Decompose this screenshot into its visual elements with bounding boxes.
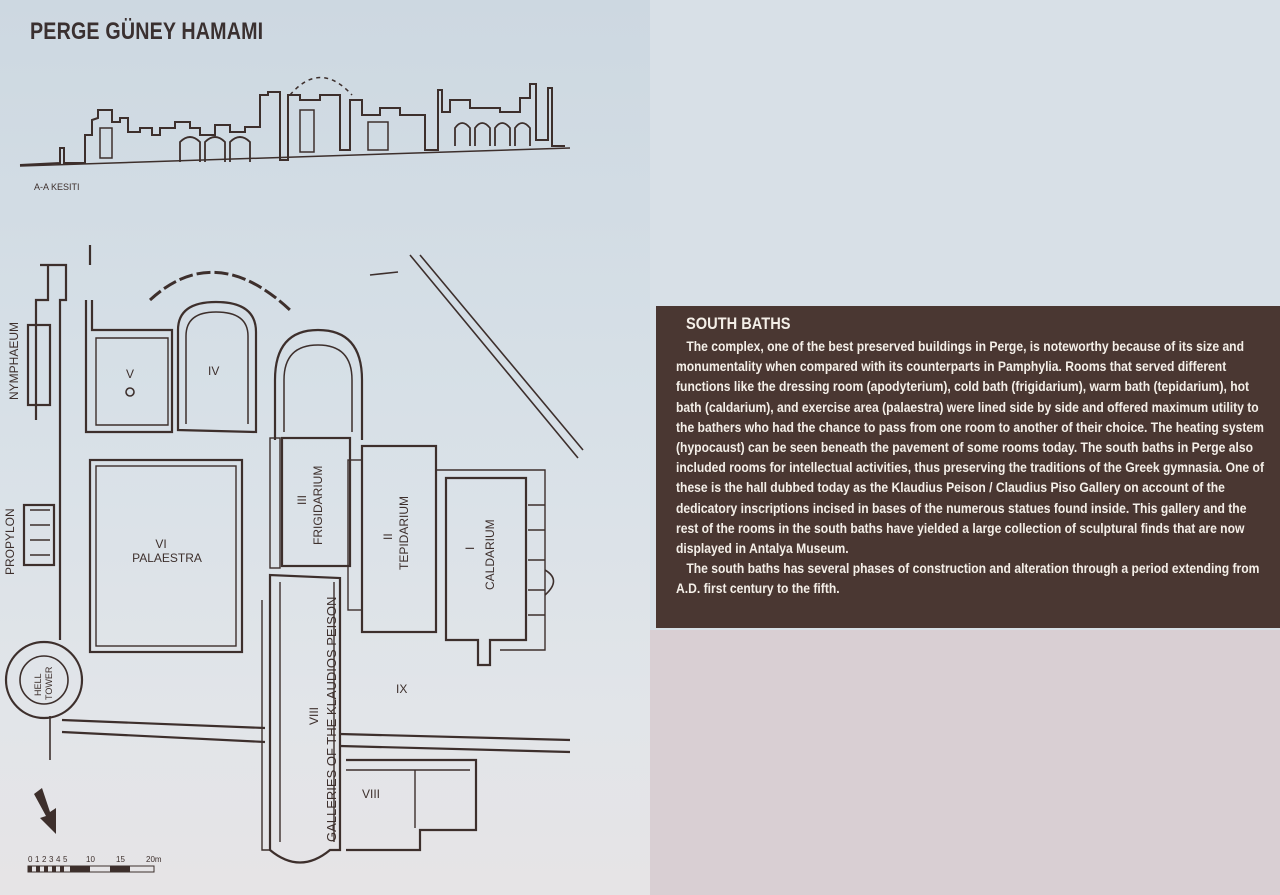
info-panel	[656, 306, 1280, 628]
label-galleries: GALLERIES OF THE KLAUDIOS PEISON	[324, 596, 339, 842]
label-room-viii: VIII	[362, 787, 381, 801]
info-heading: SOUTH BATHS	[686, 314, 791, 333]
scale-tick-3: 3	[49, 855, 54, 864]
label-room-iv: IV	[208, 364, 220, 378]
label-tepidarium: TEPIDARIUM	[397, 495, 411, 570]
label-room-ii: II	[381, 533, 395, 540]
scale-tick-15: 15	[116, 855, 125, 864]
label-nymphaeum: NYMPHAEUM	[7, 321, 21, 400]
label-palaestra: PALAESTRA	[132, 551, 202, 565]
info-paragraph-1: The complex, one of the best preserved buildings in Perge, is noteworthy because of its size and monumentality when compared with its counterparts in Pamphylia. Rooms that served different functions like the dressing room (apodyterium), cold bath (frigidarium), warm bath (tepidarium), hot bath (caldarium), and exercise area (palaestra) were lined side by side and offered maximum utility to the bathers who had the chance to pass from one room to another of their choice. The heating system (hypocaust) can be seen beneath the pavement of some rooms today. The south baths in Perge also included rooms for intellectual activities, thus preserving the traditions of the Greek gymnasia. One of these is the hall dubbed today as the Klaudius Peison / Claudius Piso Gallery on account of the dedicatory inscriptions incised in bases of the numerous statues found inside. This gallery and the rest of the rooms in the south baths have yielded a large collection of sculptural finds that are now displayed in Antalya Museum.	[676, 338, 1264, 557]
scale-tick-20m: 20m	[146, 855, 162, 864]
label-gallery-number: VIII	[307, 706, 321, 725]
label-propylon: PROPYLON	[3, 508, 17, 575]
label-room-iii: III	[295, 494, 309, 505]
label-room-v: V	[126, 367, 135, 381]
label-tower: TOWER	[44, 666, 54, 700]
section-elevation	[20, 78, 570, 167]
scale-tick-2: 2	[42, 855, 47, 864]
scale-bar	[28, 855, 162, 872]
label-hell: HELL	[33, 673, 43, 696]
scale-tick-5: 5	[63, 855, 68, 864]
scale-tick-0: 0	[28, 855, 33, 864]
scale-tick-10: 10	[86, 855, 95, 864]
label-room-ix: IX	[396, 682, 408, 696]
wall-lower-background	[650, 630, 1280, 895]
scale-tick-4: 4	[56, 855, 61, 864]
label-room-i: I	[463, 546, 477, 550]
label-caldarium: CALDARIUM	[483, 519, 497, 590]
sign-title: PERGE GÜNEY HAMAMI	[30, 18, 264, 45]
section-label: A-A KESITI	[34, 182, 80, 192]
scale-tick-1: 1	[35, 855, 40, 864]
label-frigidarium: FRIGIDARIUM	[311, 465, 325, 545]
north-arrow-icon	[34, 788, 56, 834]
label-room-vi: VI	[155, 537, 167, 551]
info-paragraph-2: The south baths has several phases of construction and alteration through a period extending from A.D. first century to the fifth.	[676, 560, 1260, 597]
info-body	[676, 336, 1271, 599]
